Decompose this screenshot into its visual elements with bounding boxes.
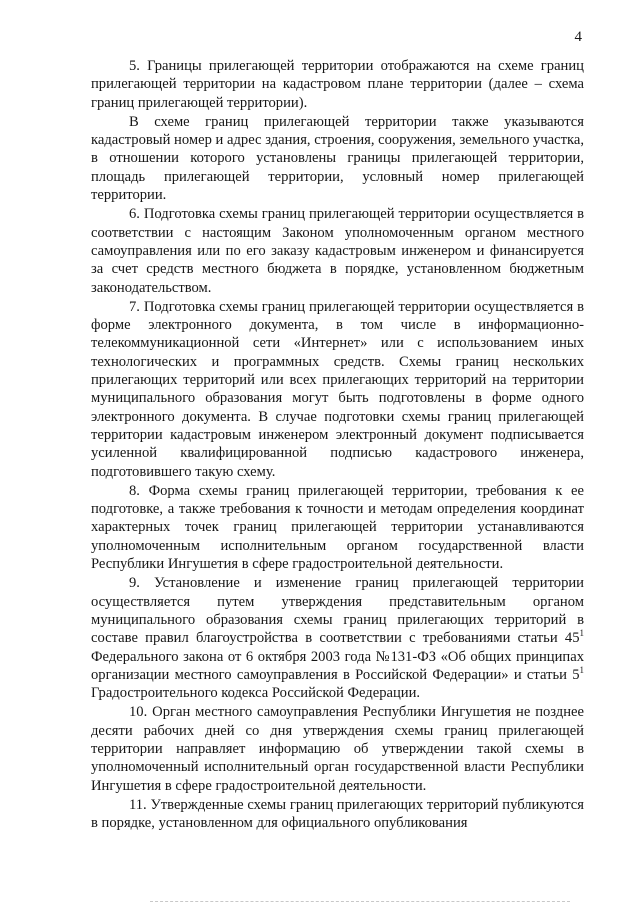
paragraph-8: 8. Форма схемы границ прилегающей территории, требования к ее подготовке, а также требования к точности и методам определения координат характерных точек границ прилегающей территории устанавливаются уполномоченным исполнительным органом государственной власти Республики Ингушетия в сфере градостроительной деятельности. <box>91 482 584 573</box>
paragraph-5: 5. Границы прилегающей территории отображаются на схеме границ прилегающей территории на кадастровом плане территории (далее – схема границ прилегающей территории). <box>91 58 584 111</box>
paragraph-6: 6. Подготовка схемы границ прилегающей территории осуществляется в соответствии с настоящим Законом уполномоченным органом местного самоуправления или по его заказу кадастровым инженером и финансируется за счет средств местного бюджета в порядке, установленном бюджетным законодательством. <box>91 206 584 296</box>
superscript-article-45: 1 <box>579 628 584 639</box>
document-body <box>91 0 584 832</box>
paragraph-9-part-1: 9. Установление и изменение границ прилегающей территории осуществляется путем утверждения представительным органом муниципального образования схемы границ прилегающих территорий в составе правил благоустройства в соответствии с требованиями статьи 45 <box>91 575 584 647</box>
paragraph-5-continued: В схеме границ прилегающей территории также указываются кадастровый номер и адрес здания, строения, сооружения, земельного участка, в отношении которого установлены границы прилегающей территории, площадь прилегающей территории, условный номер прилегающей территории. <box>91 113 584 204</box>
scan-bottom-edge <box>150 901 570 902</box>
paragraph-9-part-2: Федерального закона от 6 октября 2003 года №131-ФЗ «Об общих принципах организации местного самоуправления в Российской Федерации» и статьи 5 <box>91 648 584 683</box>
paragraph-7: 7. Подготовка схемы границ прилегающей территории осуществляется в форме электронного документа, в том числе в информационно-телекоммуникационной сети «Интернет» или с использованием иных технологических и программных средств. Схемы границ нескольких прилегающих территорий или всех прилегающих территорий на территории муниципального образования могут быть подготовлены в форме одного электронного документа. В случае подготовки схемы границ прилегающей территории кадастровым инженером электронный документ подписывается усиленной квалифицированной подписью кадастрового инженера, подготовившего такую схему. <box>91 298 584 480</box>
paragraph-10: 10. Орган местного самоуправления Республики Ингушетия не позднее десяти рабочих дней со дня утверждения схемы границ прилегающей территории направляет информацию об утверждении такой схемы в уполномоченный исполнительный орган государственной власти Республики Ингушетия в сфере градостроительной деятельности. <box>91 704 584 794</box>
superscript-article-5: 1 <box>579 664 584 675</box>
page-number: 4 <box>574 29 582 45</box>
paragraph-11: 11. Утвержденные схемы границ прилегающих территорий публикуются в порядке, установленном для официального опубликования <box>91 796 584 832</box>
paragraph-9-part-3: Градостроительного кодекса Российской Федерации. <box>91 685 421 702</box>
paragraph-9 <box>91 574 584 702</box>
